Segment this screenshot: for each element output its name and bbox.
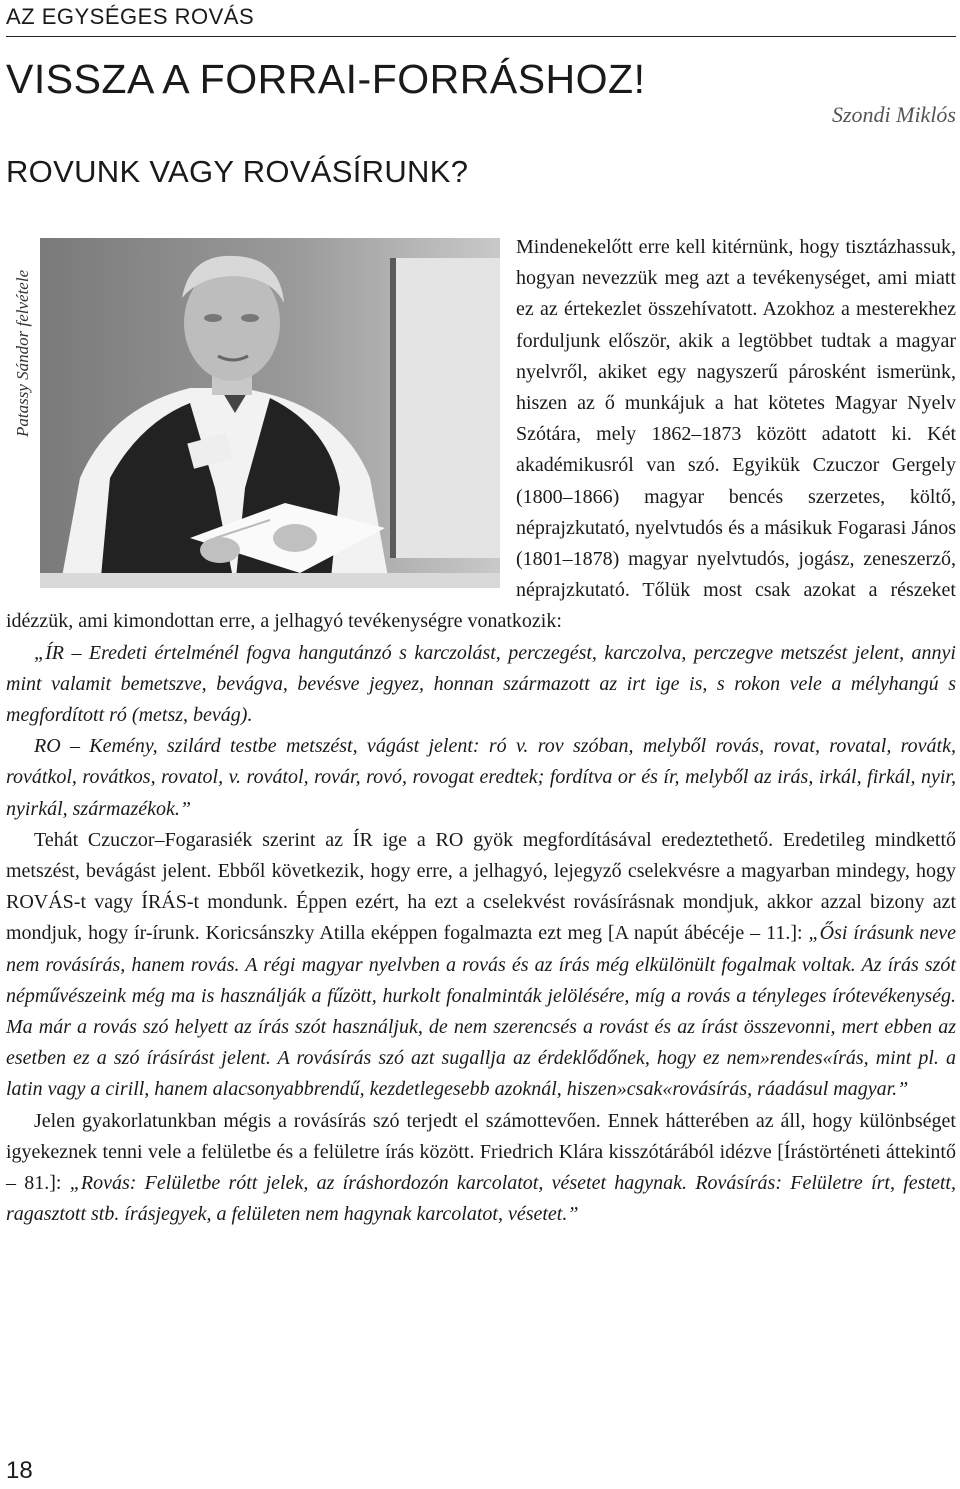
- quote-ir-definition: „ÍR – Eredeti értelménél fogva hangutánzó s karczolást, perczegést, karczolva, perczegve metszést jelent, annyi mint valamit bemetszve, bevágva, bevésve jegyez, honnan származott az irt ige is, s rokon vele a mélyhangú s megfordított ró (metsz, bevág).: [6, 641, 956, 727]
- body-paragraph-czuczor: [6, 825, 956, 1106]
- photo-spacer: [6, 232, 506, 587]
- body-paragraph-intro: Mindenekelőtt erre kell kitérnünk, hogy tisztázhassuk, hogyan nevezzük meg azt a tevékenységet, ami miatt ez az értekezlet összehívatott. Azokhoz a mesterekhez forduljunk először, akik a legtöbbet tudtak a magyar nyelvről, akiket egy nagyszerű párosként ismerünk, hiszen az ő munkájuk a hat kötetes Magyar Nyelv Szótára, mely 1862–1873 között adatott ki. Két akadémikusról van szó. Egyikük Czuczor Gergely (1800–1866) magyar bencés szerzetes, költő, néprajzkutató, nyelvtudós és a másikuk Fogarasi János (1801–1878) magyar nyelvtudós, jogász, zeneszerző, néprajzkutató. Tőlük most csak azokat a részeket idézzük, ami kimondottan erre, a jelhagyó tevékenységre vonatkozik:: [6, 236, 956, 633]
- quote-friedrich: „Rovás: Felületbe rótt jelek, az íráshordozón karcolatot, vésetet hagynak. Rovásírás: Felületre írt, festett, ragasztott stb. írásjegyek, a felületen nem hagynak karcolatot, vésetet.”: [6, 1172, 956, 1226]
- quote-koricsanszky: „Ősi írásunk neve nem rovásírás, hanem rovás. A régi magyar nyelvben a rovás és az írás még elkülönült fogalmak voltak. Az írás szót népművészeink még ma is használják a fűzött, hurkolt fonalminták jelölésére, míg a rovás a tényleges írótevékenység. Ma már a rovás szó helyett az írás szót használjuk, de nem szerencsés a rovást és az írást összevonni, mert ebben az esetben ez a szó írásírást jelent. A rovásírás szó azt sugallja az érdeklődőnek, hogy ez nem»rendes«írás, mint pl. a latin vagy a cirill, hanem alacsonyabbrendű, kezdetlegesebb azoknál, hiszen»csak«rovásírás, ráadásul magyar.”: [6, 922, 956, 1101]
- author-name: Szondi Miklós: [831, 102, 956, 127]
- article-body: [6, 232, 956, 1231]
- page-title: VISSZA A FORRAI-FORRÁSHOZ!: [6, 56, 646, 102]
- quote-ro-definition: RO – Kemény, szilárd testbe metszést, vágást jelent: ró v. rov szóban, melyből rovás, rovat, rovatal, rovátk, rovátkol, rovátkos, rovatol, v. rovátol, rovár, rovó, rovogat eredtek; fordítva or és ír, melyből az irás, irkál, firkál, nyir, nyirkál, származékok.”: [6, 735, 956, 820]
- header-rule: [6, 36, 956, 37]
- photo-credit: Patassy Sándor felvétele: [13, 269, 32, 437]
- section-label: AZ EGYSÉGES ROVÁS: [6, 4, 255, 29]
- article-subtitle: ROVUNK VAGY ROVÁSÍRUNK?: [6, 154, 469, 189]
- paragraph-text: Tehát Czuczor–Fogarasiék szerint az ÍR ige a RO gyök megfordításával eredeztethető. Eredetileg mindkettő metszést, bevágást jelent. Ebből következik, hogy erre, a jelhagyó, lejegyző cselekvésre a magyarban mindegy, hogy ROVÁS-t vagy ÍRÁS-t mondunk. Éppen ezért, ha ezt a cselekvést rovásírásnak mondjuk, akkor azzal bizony azt mondjuk, hogy ír-írunk. Koricsánszky Atilla eképpen fogalmazta ezt meg [A napút ábécéje – 11.]:: [6, 828, 956, 945]
- body-paragraph-friedrich: [6, 1106, 956, 1231]
- paragraph-text: Jelen gyakorlatunkban mégis a rovásírás szó terjedt el számottevően. Ennek hátterében az áll, hogy különbséget igyekeznek tenni vele a felületbe és a felületre írás között. Friedrich Klára kisszótárából idézve [Írástörténeti áttekintő – 81.]:: [6, 1109, 956, 1195]
- page-number: 18: [6, 1457, 33, 1484]
